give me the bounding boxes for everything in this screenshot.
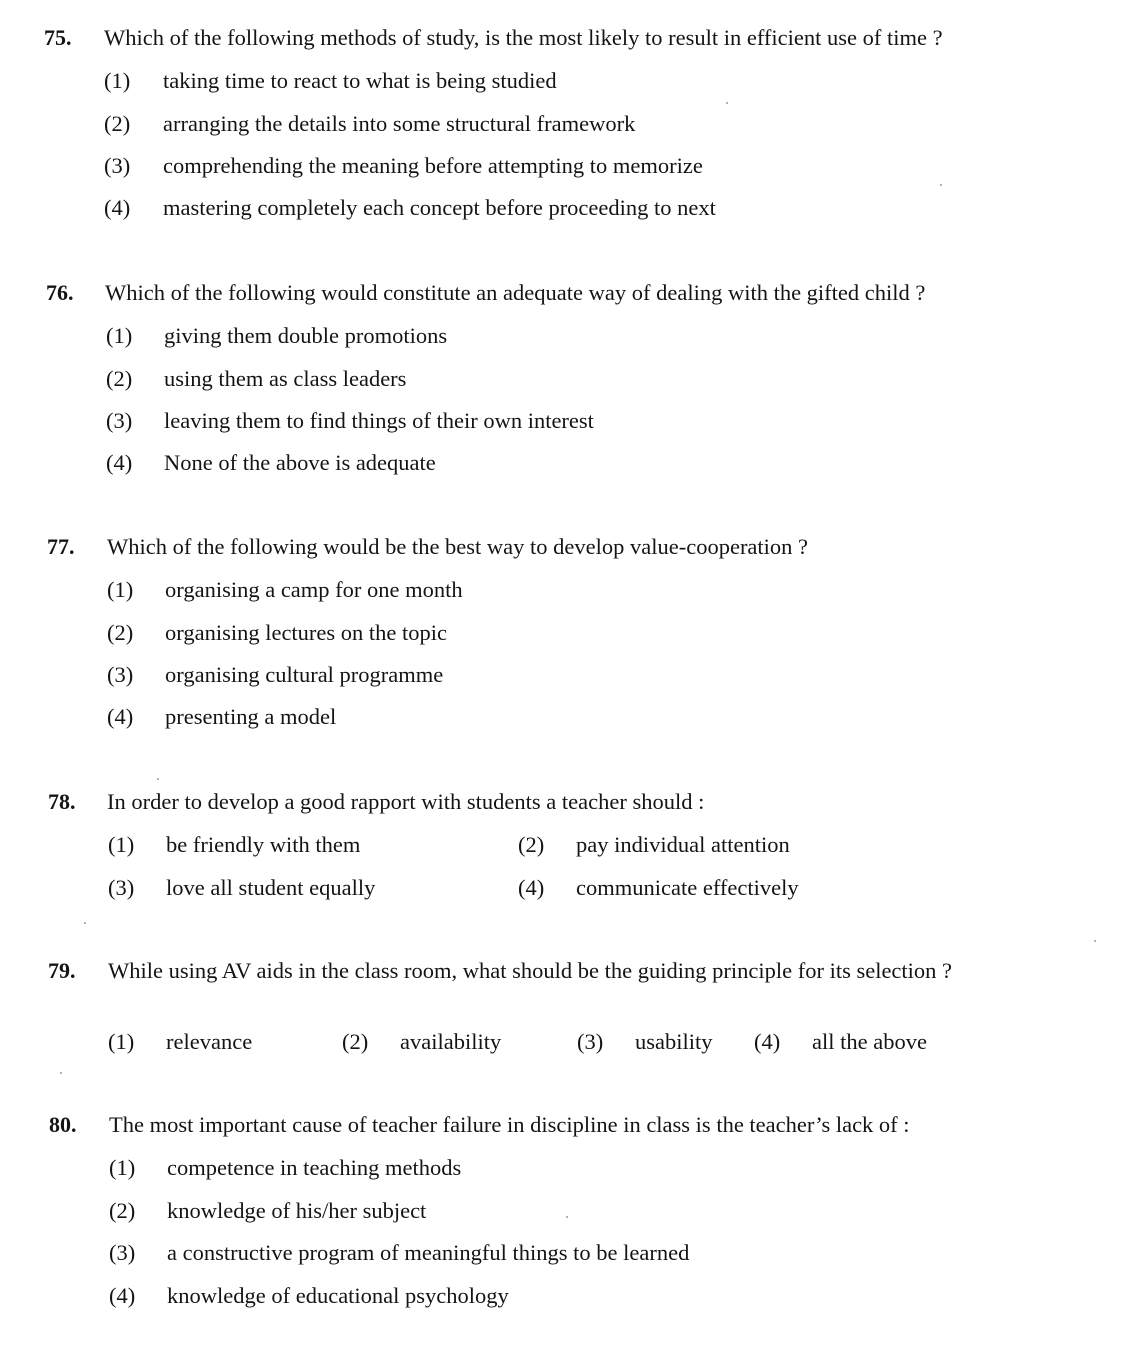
- option-number: (3): [577, 1029, 604, 1054]
- option-number: (4): [104, 195, 131, 220]
- question-text: Which of the following methods of study, is the most likely to result in efficient use of time ?: [104, 25, 943, 50]
- option-number: (3): [108, 875, 135, 900]
- question-number: 75.: [44, 25, 72, 50]
- option-text: availability: [400, 1029, 502, 1054]
- question-text: In order to develop a good rapport with students a teacher should :: [107, 789, 705, 814]
- option-text: communicate effectively: [576, 875, 799, 900]
- option-number: (1): [108, 832, 135, 857]
- option-number: (1): [108, 1029, 135, 1054]
- option-text: relevance: [166, 1029, 253, 1054]
- option-text: knowledge of educational psychology: [167, 1283, 509, 1308]
- option-text: organising lectures on the topic: [165, 620, 448, 645]
- option-number: (2): [106, 366, 133, 391]
- question-text: The most important cause of teacher failure in discipline in class is the teacher’s lack of :: [109, 1112, 910, 1137]
- option-number: (3): [104, 153, 131, 178]
- option-number: (3): [107, 662, 134, 687]
- scan-speck: [566, 1216, 568, 1218]
- option-number: (2): [518, 832, 545, 857]
- scan-speck: [726, 102, 728, 104]
- option-text: all the above: [812, 1029, 927, 1054]
- question-number: 80.: [49, 1112, 77, 1137]
- option-number: (3): [109, 1240, 136, 1265]
- option-number: (1): [107, 577, 134, 602]
- option-number: (4): [754, 1029, 781, 1054]
- option-number: (2): [107, 620, 134, 645]
- option-text: be friendly with them: [166, 832, 361, 857]
- question-text: Which of the following would be the best way to develop value-cooperation ?: [107, 534, 809, 559]
- scan-speck: [157, 778, 159, 780]
- option-number: (1): [106, 323, 133, 348]
- option-text: organising cultural programme: [165, 662, 444, 687]
- question-number: 77.: [47, 534, 75, 559]
- option-number: (1): [104, 68, 131, 93]
- option-number: (4): [109, 1283, 136, 1308]
- question-number: 76.: [46, 280, 74, 305]
- option-text: arranging the details into some structural framework: [163, 111, 636, 136]
- option-text: leaving them to find things of their own interest: [164, 408, 594, 433]
- option-text: presenting a model: [165, 704, 337, 729]
- option-number: (4): [107, 704, 134, 729]
- option-text: organising a camp for one month: [165, 577, 463, 602]
- scan-speck: [84, 922, 86, 924]
- option-number: (2): [104, 111, 131, 136]
- option-number: (2): [342, 1029, 369, 1054]
- scan-speck: [60, 1072, 62, 1074]
- option-text: competence in teaching methods: [167, 1155, 462, 1180]
- option-text: taking time to react to what is being studied: [163, 68, 557, 93]
- option-number: (3): [106, 408, 133, 433]
- option-text: love all student equally: [166, 875, 376, 900]
- question-text: While using AV aids in the class room, what should be the guiding principle for its selection ?: [108, 958, 953, 983]
- option-text: giving them double promotions: [164, 323, 448, 348]
- option-text: knowledge of his/her subject: [167, 1198, 427, 1223]
- option-number: (4): [106, 450, 133, 475]
- option-number: (2): [109, 1198, 136, 1223]
- option-text: comprehending the meaning before attempting to memorize: [163, 153, 703, 178]
- question-text: Which of the following would constitute an adequate way of dealing with the gifted child ?: [105, 280, 926, 305]
- question-number: 79.: [48, 958, 76, 983]
- option-text: mastering completely each concept before proceeding to next: [163, 195, 716, 220]
- option-text: using them as class leaders: [164, 366, 407, 391]
- option-text: a constructive program of meaningful things to be learned: [167, 1240, 690, 1265]
- option-text: usability: [635, 1029, 713, 1054]
- scan-speck: [1094, 940, 1096, 942]
- scan-speck: [940, 184, 942, 186]
- option-number: (4): [518, 875, 545, 900]
- question-number: 78.: [48, 789, 76, 814]
- option-text: pay individual attention: [576, 832, 790, 857]
- option-text: None of the above is adequate: [164, 450, 436, 475]
- option-number: (1): [109, 1155, 136, 1180]
